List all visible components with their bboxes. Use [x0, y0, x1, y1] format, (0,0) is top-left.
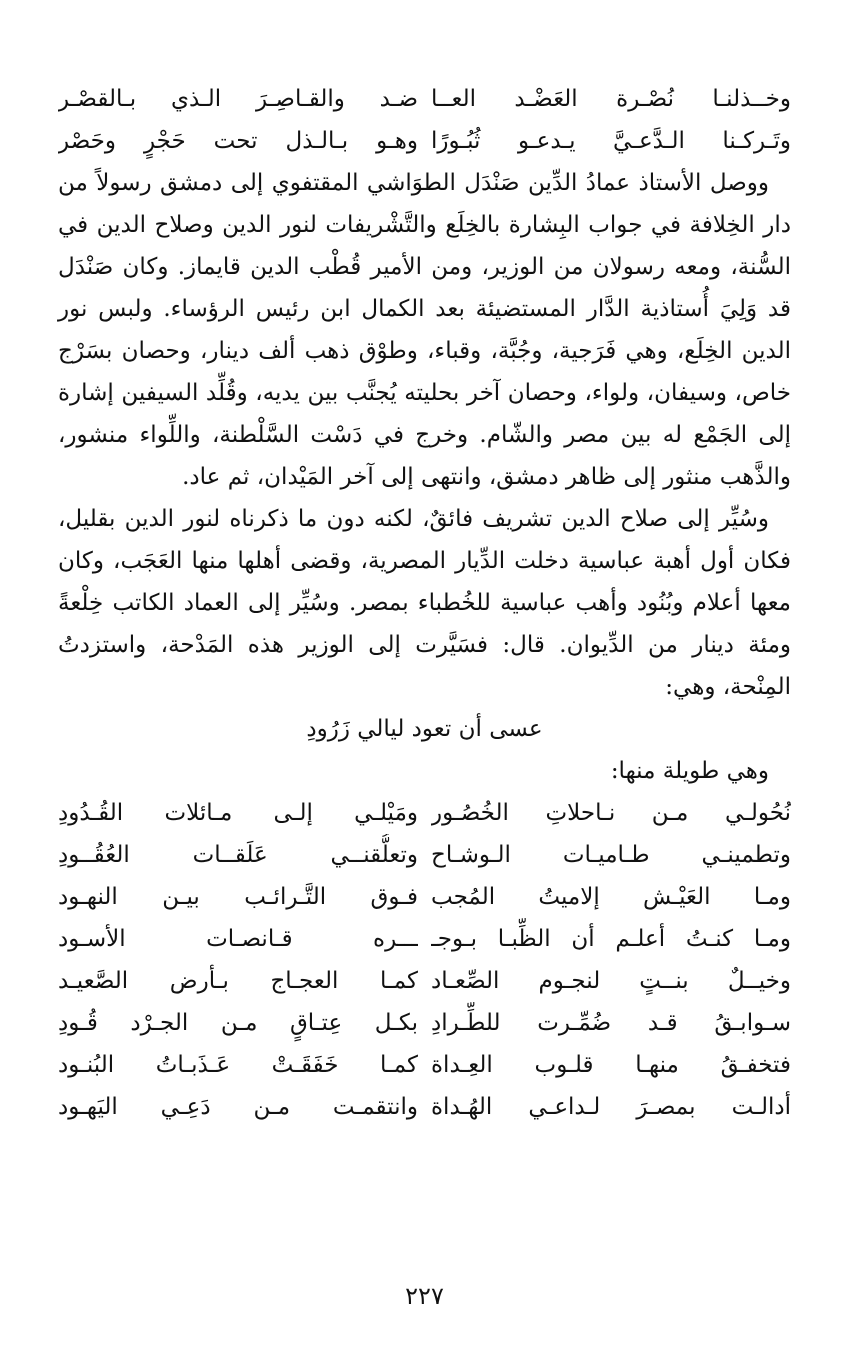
- verse-second-hemistich: كمـا العجـاج بـأرض الصَّعيـد: [58, 968, 418, 994]
- verse-first-hemistich: أدالـت بمصـرَ لـداعـي الهُـداة: [431, 1094, 791, 1120]
- verse-first-hemistich: فتخفـقُ منهـا قلـوب العِـداة: [431, 1052, 791, 1078]
- verse-first-hemistich: وتَـركـنا الـدَّعـيَّ يـدعـو ثُبُـورًا: [431, 128, 791, 154]
- verse-second-hemistich: فـوق التَّـرائـب بيـن النهـود: [58, 884, 418, 910]
- verse-second-hemistich: بكـل عِتـاقٍ مـن الجـرْد قُـودِ: [58, 1010, 418, 1036]
- verse-first-hemistich: سـوابـقُ قـد ضُمِّـرت للطِّـرادِ: [431, 1010, 791, 1036]
- verse-line: [58, 1044, 791, 1086]
- verse-line: [58, 918, 791, 960]
- verse-first-hemistich: وخــذلنـا نُصْـرة العَضْـد العــا: [431, 86, 791, 112]
- verse-line: [58, 792, 791, 834]
- verse-second-hemistich: وانتقمـت مـن دَعِـي اليَهـود: [58, 1094, 418, 1120]
- verse-second-hemistich: وتعلُّقنــي عَلَقــات العُقُــودِ: [58, 842, 418, 868]
- verse-line: [58, 834, 791, 876]
- verse-second-hemistich: ومَيْلـي إلـى مـائلات القُـدُودِ: [58, 800, 418, 826]
- poem-opening-line: عسى أن تعود ليالي زَرُودِ: [306, 716, 543, 742]
- poem-intro: وهي طويلة منها:: [610, 758, 769, 784]
- verse-second-hemistich: وهـو بـالـذل تحت حَجْرٍ وحَصْر: [58, 128, 418, 154]
- verse-first-hemistich: ومـا كنـتُ أعلـم أن الظِّبـا بـوجـ: [431, 926, 791, 952]
- page-number: ٢٢٧: [405, 1282, 444, 1310]
- verse-second-hemistich: ضـد والقـاصِـرَ الـذي بـالقصْـر: [58, 86, 418, 112]
- verse-line: [58, 78, 791, 120]
- page-text: [58, 78, 791, 1128]
- verse-line: [58, 1086, 791, 1128]
- verse-first-hemistich: وتطمينـي طـاميـات الـوشـاح: [431, 842, 791, 868]
- verse-second-hemistich: كمـا خَفَقَـتْ عَـذَبـاتُ البُنـود: [58, 1052, 418, 1078]
- verse-line: [58, 1002, 791, 1044]
- verse-line: [58, 876, 791, 918]
- verse-line: [58, 120, 791, 162]
- paragraph-robes: وسُيِّر إلى صلاح الدين تشريف فائقٌ، لكنه دون ما ذكرناه لنور الدين بقليل، فكان أول أهبة عباسية دخلت الدِّيار المصرية، وقضى أهلها منها العَجَب، وكان معها أعلام وبُنُود وأهب عباسية للخُطباء بمصر. وسُيِّر إلى العماد الكاتب خِلْعةً ومئة دينار من الدِّيوان. قال: فسَيَّرت إلى الوزير هذه المَدْحة، واستزدتُ المِنْحة، وهي:: [58, 506, 791, 700]
- verse-first-hemistich: وخيــلٌ بنــتٍ لنجـوم الصِّعـاد: [431, 968, 791, 994]
- verse-first-hemistich: نُحُولـي مـن نـاحلاتِ الخُصُـور: [431, 800, 791, 826]
- verse-first-hemistich: ومـا العَيْـش إلاميتُ المُجب: [431, 884, 791, 910]
- verse-second-hemistich: ـــره قـانصـات الأسـود: [58, 926, 418, 952]
- verse-line: [58, 960, 791, 1002]
- paragraph-envoy: ووصل الأستاذ عمادُ الدِّين صَنْدَل الطوَاشي المقتفوي إلى دمشق رسولاً من دار الخِلافة في جواب البِشارة بالخِلَع والتَّشْريفات لنور الدين وصلاح الدين في السُّنة، ومعه رسولان من الوزير، ومن الأمير قُطْب الدين قايماز. وكان صَنْدَل قد وَلِيَ أُستاذية الدَّار المستضيئة بعد الكمال ابن رئيس الرؤساء. ولبس نور الدين الخِلَع، وهي فَرَجية، وجُبَّة، وقباء، وطوْق ذهب ألف دينار، وحصان بسَرْج خاص، وسيفان، ولواء، وحصان آخر بحليته يُجنَّب بين يديه، وقُلِّد السيفين إشارة إلى الجَمْع له بين مصر والشّام. وخرج في دَسْت السَّلْطنة، واللِّواء منشور، والذَّهب منثور إلى ظاهر دمشق، وانتهى إلى آخر المَيْدان، ثم عاد.: [58, 170, 791, 490]
